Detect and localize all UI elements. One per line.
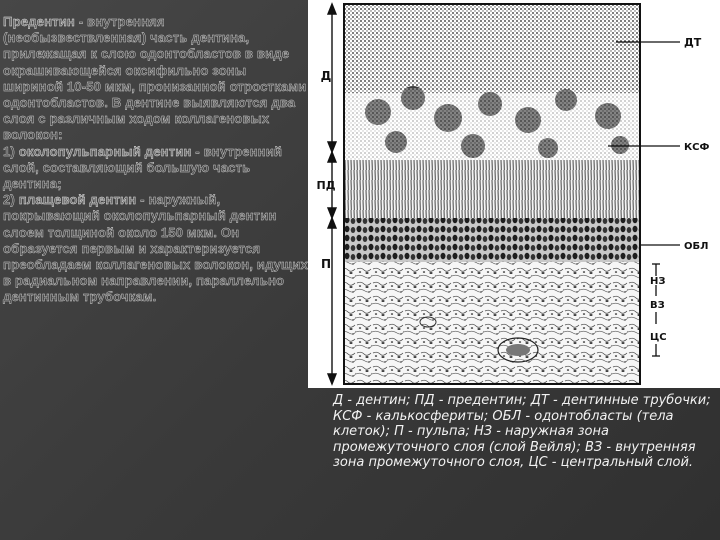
term-predentin: Предентин <box>3 14 75 29</box>
histology-panel <box>344 4 640 384</box>
figure-caption: Д - дентин; ПД - предентин; ДТ - дентинные трубочки; КСФ - калькосфериты; ОБЛ - одонтобласты (тела клеток); П - пульпа; НЗ - наружная зона промежуточного слоя (слой Вейля); ВЗ - внутренняя зона промежуточного слоя, ЦС - центральный слой. <box>333 393 711 471</box>
label-d: Д <box>320 69 332 83</box>
left-scale-brackets <box>328 4 336 384</box>
term-mantle-dentin: плащевой дентин <box>18 192 137 208</box>
label-cs: ЦС <box>650 332 667 343</box>
label-pd: ПД <box>316 179 336 192</box>
dentin-layers-diagram <box>308 0 720 388</box>
label-ksf: КСФ <box>684 142 710 153</box>
circumpulpal-definition: - внутренний слой, составляющий большую часть дентина; <box>3 143 283 192</box>
label-vz: ВЗ <box>650 300 665 311</box>
term-circumpulpal-dentin: околопульпарный дентин <box>18 143 192 159</box>
predentin-definition: - внутренняя (необызвествленная) часть дентина, прилежащая к слою одонтобластов в виде окрашивающейся оксифильно зоны шириной 10-50 мкм, пронизанной отростками одонтобластов. В дентине выявляются два слоя с различным ходом коллагеновых волокон: <box>3 14 307 143</box>
label-nz: НЗ <box>650 276 666 287</box>
list-item-2-number: 2) <box>3 192 19 208</box>
label-obl: ОБЛ <box>684 241 709 252</box>
list-item-1-number: 1) <box>3 143 19 159</box>
body-text <box>3 14 308 306</box>
label-dt: ДТ <box>684 36 702 49</box>
histology-figure <box>308 0 720 388</box>
mantle-definition: - наружный, покрывающий околопульпарный дентин слоем толщиной около 150 мкм. Он образуется первым и характеризуется преобладаем коллагеновых волокон, идущих в радиальном направлении, параллельно дентинным трубочкам. <box>3 192 308 305</box>
label-p: П <box>320 257 332 271</box>
